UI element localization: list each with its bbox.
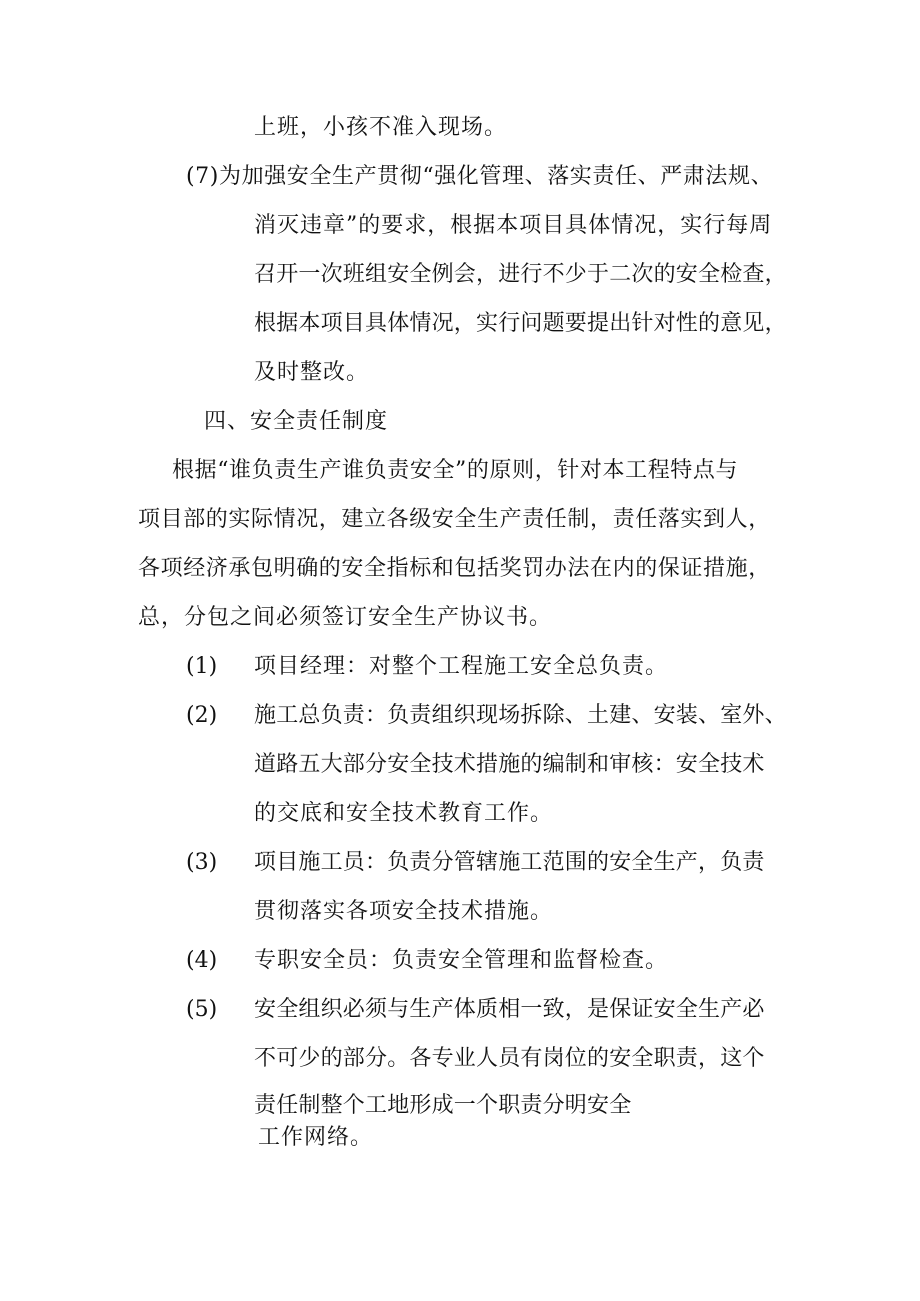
item-3-line-2: 贯彻落实各项安全技术措施。	[254, 899, 554, 924]
p7-line-2: 消灭违章”的要求，根据本项目具体情况，实行每周	[254, 213, 773, 238]
item-5-line-4: 工作网络。	[258, 1125, 374, 1150]
item-4-line-1: 专职安全员：负责安全管理和监督检查。	[254, 948, 669, 973]
item-1-line-1: 项目经理：对整个工程施工安全总负责。	[254, 654, 669, 679]
item-2-line-1: 施工总负责：负责组织现场拆除、土建、安装、室外、	[254, 703, 787, 728]
intro-line-2: 项目部的实际情况，建立各级安全生产责任制，责任落实到人，	[138, 507, 771, 532]
p7-line-1: (7)为加强安全生产贯彻“强化管理、落实责任、严肃法规、	[186, 164, 774, 189]
item-3-number: (3)	[186, 850, 218, 875]
item-4-number: (4)	[186, 948, 218, 973]
item-5-line-2: 不可少的部分。各专业人员有岗位的安全职责，这个	[254, 1046, 765, 1071]
intro-line-3: 各项经济承包明确的安全指标和包括奖罚办法在内的保证措施，	[138, 556, 771, 581]
intro-line-1: 根据“谁负责生产谁负责安全”的原则，针对本工程特点与	[172, 458, 739, 483]
intro-line-4: 总，分包之间必须签订安全生产协议书。	[138, 605, 553, 630]
item-5-number: (5)	[186, 997, 218, 1022]
item-5-line-1: 安全组织必须与生产体质相一致，是保证安全生产必	[254, 997, 765, 1022]
p7-line-3: 召开一次班组安全例会，进行不少于二次的安全检查，	[254, 262, 787, 287]
item-3-line-1: 项目施工员：负责分管辖施工范围的安全生产，负责	[254, 850, 765, 875]
item-1-number: (1)	[186, 654, 218, 679]
item-2-line-2: 道路五大部分安全技术措施的编制和审核：安全技术	[254, 752, 765, 777]
item-2-line-3: 的交底和安全技术教育工作。	[254, 801, 554, 826]
p7-line-5: 及时整改。	[254, 360, 370, 385]
section-title: 四、安全责任制度	[204, 409, 389, 434]
p7-continuation-line: 上班，小孩不准入现场。	[254, 115, 508, 140]
item-5-line-3: 责任制整个工地形成一个职责分明安全	[254, 1093, 632, 1118]
p7-line-4: 根据本项目具体情况，实行问题要提出针对性的意见，	[254, 311, 787, 336]
item-2-number: (2)	[186, 703, 218, 728]
